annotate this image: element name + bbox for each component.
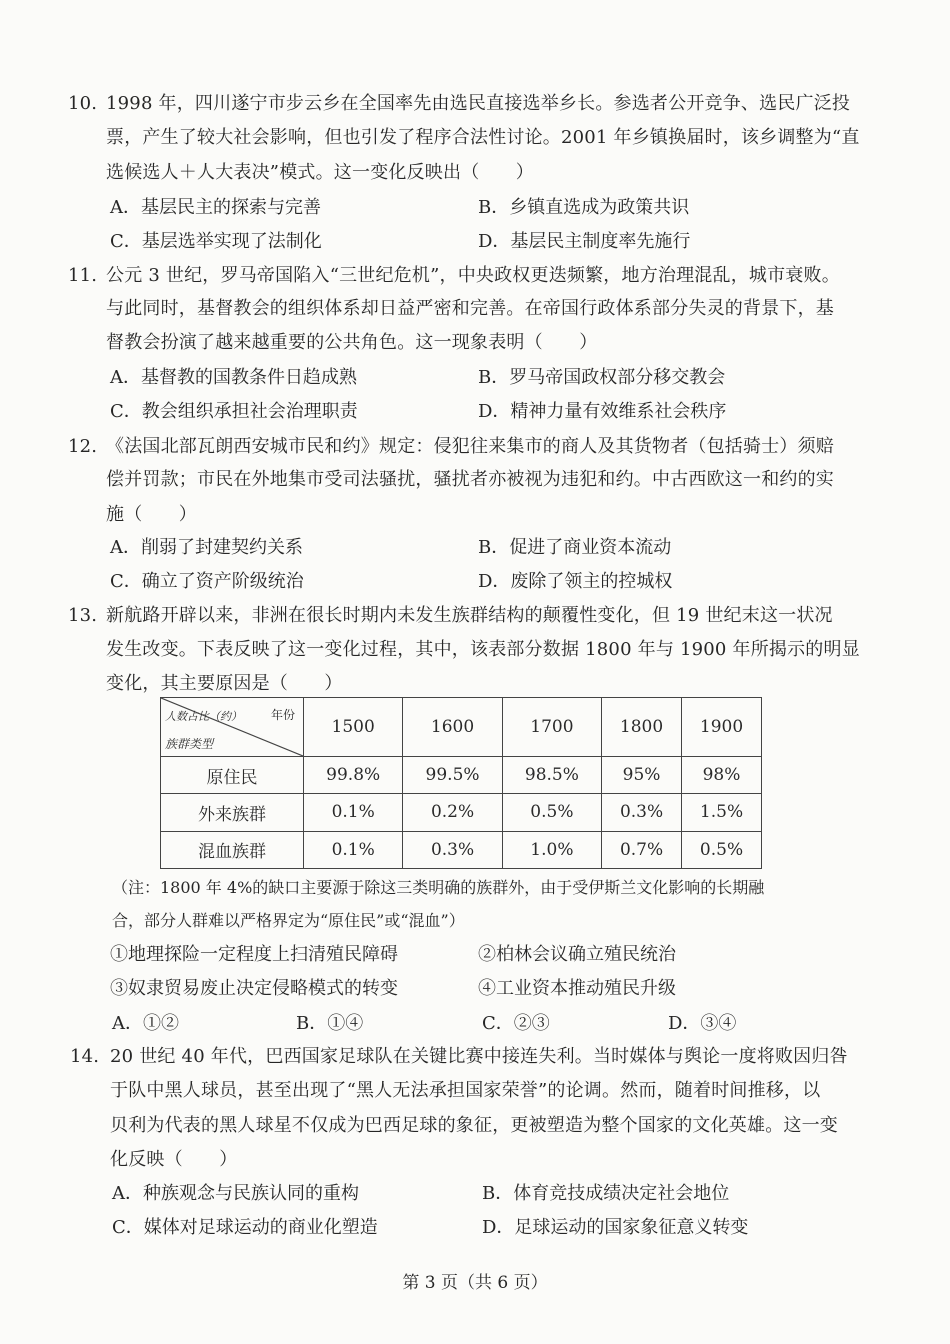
table-cell: 1.0% — [502, 831, 601, 868]
ethnic-group-table — [160, 697, 762, 869]
table-cell: 0.1% — [304, 831, 403, 868]
table-row-label: 外来族群 — [161, 794, 304, 831]
option-c: C．教会组织承担社会治理职责 — [110, 401, 358, 422]
table-year-cell: 1900 — [682, 698, 762, 757]
question-text-line: 选候选人＋人大表决”模式。这一变化反映出（ ） — [106, 162, 534, 183]
option-d: D．精神力量有效维系社会秩序 — [478, 401, 727, 422]
option-b: B．体育竞技成绩决定社会地位 — [482, 1183, 730, 1204]
table-diagonal-header — [161, 698, 304, 757]
question-text-line: 公元 3 世纪，罗马帝国陷入“三世纪危机”，中央政权更迭频繁，地方治理混乱，城市衰败。 — [106, 265, 840, 286]
question-text-line: 与此同时，基督教会的组织体系却日益严密和完善。在帝国行政体系部分失灵的背景下，基 — [106, 298, 834, 319]
option-a: A．基督教的国教条件日趋成熟 — [110, 367, 357, 388]
option-d: D．废除了领主的控城权 — [478, 571, 673, 592]
question-text-line: 施（ ） — [106, 504, 197, 525]
option-b: B．乡镇直选成为政策共识 — [478, 197, 690, 218]
question-text-line: 偿并罚款；市民在外地集市受司法骚扰，骚扰者亦被视为违犯和约。中古西欧这一和约的实 — [106, 469, 834, 490]
question-text-line: 20 世纪 40 年代，巴西国家足球队在关键比赛中接连失利。当时媒体与舆论一度将败因归咎 — [110, 1046, 848, 1067]
question-number: 11. — [68, 265, 98, 286]
option-c: C．确立了资产阶级统治 — [110, 571, 304, 592]
question-text-line: 于队中黑人球员，甚至出现了“黑人无法承担国家荣誉”的论调。然而，随着时间推移，以 — [110, 1080, 821, 1101]
table-row-label: 混血族群 — [161, 831, 304, 868]
question-text-line: 贝利为代表的黑人球星不仅成为巴西足球的象征，更被塑造为整个国家的文化英雄。这一变 — [110, 1115, 838, 1136]
table-row — [161, 794, 762, 831]
statement-2: ②柏林会议确立殖民统治 — [478, 944, 676, 965]
question-number: 14. — [70, 1046, 100, 1067]
table-cell: 0.5% — [502, 794, 601, 831]
option-c: C．②③ — [482, 1013, 550, 1034]
statement-4: ④工业资本推动殖民升级 — [478, 978, 676, 999]
option-a: A．削弱了封建契约关系 — [110, 537, 303, 558]
table-cell: 0.5% — [682, 831, 762, 868]
option-b: B．促进了商业资本流动 — [478, 537, 672, 558]
table-cell: 98.5% — [502, 757, 601, 794]
table-cell: 0.7% — [602, 831, 682, 868]
table-cell: 99.5% — [403, 757, 502, 794]
table-row — [161, 757, 762, 794]
question-text-line: 票，产生了较大社会影响，但也引发了程序合法性讨论。2001 年乡镇换届时，该乡调整为“直 — [106, 127, 860, 148]
table-cell: 0.1% — [304, 794, 403, 831]
table-year-cell: 1600 — [403, 698, 502, 757]
option-d: D．③④ — [668, 1013, 737, 1034]
question-number: 13. — [68, 605, 98, 626]
option-b: B．①④ — [296, 1013, 364, 1034]
question-number: 10. — [68, 93, 98, 114]
question-text-line: 化反映（ ） — [110, 1149, 238, 1170]
option-c: C．媒体对足球运动的商业化塑造 — [112, 1217, 378, 1238]
table-cell: 0.3% — [602, 794, 682, 831]
header-group-label: 族群类型 — [165, 737, 214, 751]
option-b: B．罗马帝国政权部分移交教会 — [478, 367, 726, 388]
option-a: A．种族观念与民族认同的重构 — [112, 1183, 359, 1204]
table-cell: 98% — [682, 757, 762, 794]
page-footer: 第 3 页（共 6 页） — [402, 1273, 548, 1293]
table-note-line: 合，部分人群难以严格界定为“原住民”或“混血”） — [112, 911, 465, 930]
table-note-line: （注：1800 年 4%的缺口主要源于除这三类明确的族群外，由于受伊斯兰文化影响的长期融 — [112, 878, 765, 897]
table-cell: 95% — [602, 757, 682, 794]
option-d: D．基层民主制度率先施行 — [478, 231, 691, 252]
table-year-cell: 1700 — [502, 698, 601, 757]
table-cell: 99.8% — [304, 757, 403, 794]
question-text-line: 发生改变。下表反映了这一变化过程，其中，该表部分数据 1800 年与 1900 年所揭示的明显 — [106, 639, 860, 660]
question-number: 12. — [68, 436, 98, 457]
option-a: A．①② — [112, 1013, 179, 1034]
header-ratio-label: 人数占比（约） — [165, 710, 242, 723]
question-text-line: 变化，其主要原因是（ ） — [106, 673, 343, 694]
statement-3: ③奴隶贸易废止决定侵略模式的转变 — [110, 978, 398, 999]
statement-1: ①地理探险一定程度上扫清殖民障碍 — [110, 944, 398, 965]
table-row-label: 原住民 — [161, 757, 304, 794]
table-row — [161, 831, 762, 868]
table-year-cell: 1500 — [304, 698, 403, 757]
table-cell: 1.5% — [682, 794, 762, 831]
table-cell: 0.2% — [403, 794, 502, 831]
question-text-line: 新航路开辟以来，非洲在很长时期内未发生族群结构的颠覆性变化，但 19 世纪末这一状况 — [106, 605, 833, 626]
question-text-line: 1998 年，四川遂宁市步云乡在全国率先由选民直接选举乡长。参选者公开竞争、选民广泛投 — [106, 93, 851, 114]
question-text-line: 督教会扮演了越来越重要的公共角色。这一现象表明（ ） — [106, 332, 598, 353]
question-text-line: 《法国北部瓦朗西安城市民和约》规定：侵犯往来集市的商人及其货物者（包括骑士）须赔 — [106, 436, 834, 457]
table-year-cell: 1800 — [602, 698, 682, 757]
option-c: C．基层选举实现了法制化 — [110, 231, 322, 252]
table-header-row — [161, 698, 762, 757]
table-cell: 0.3% — [403, 831, 502, 868]
option-d: D．足球运动的国家象征意义转变 — [482, 1217, 749, 1238]
header-year-label: 年份 — [270, 708, 295, 722]
option-a: A．基层民主的探索与完善 — [110, 197, 321, 218]
